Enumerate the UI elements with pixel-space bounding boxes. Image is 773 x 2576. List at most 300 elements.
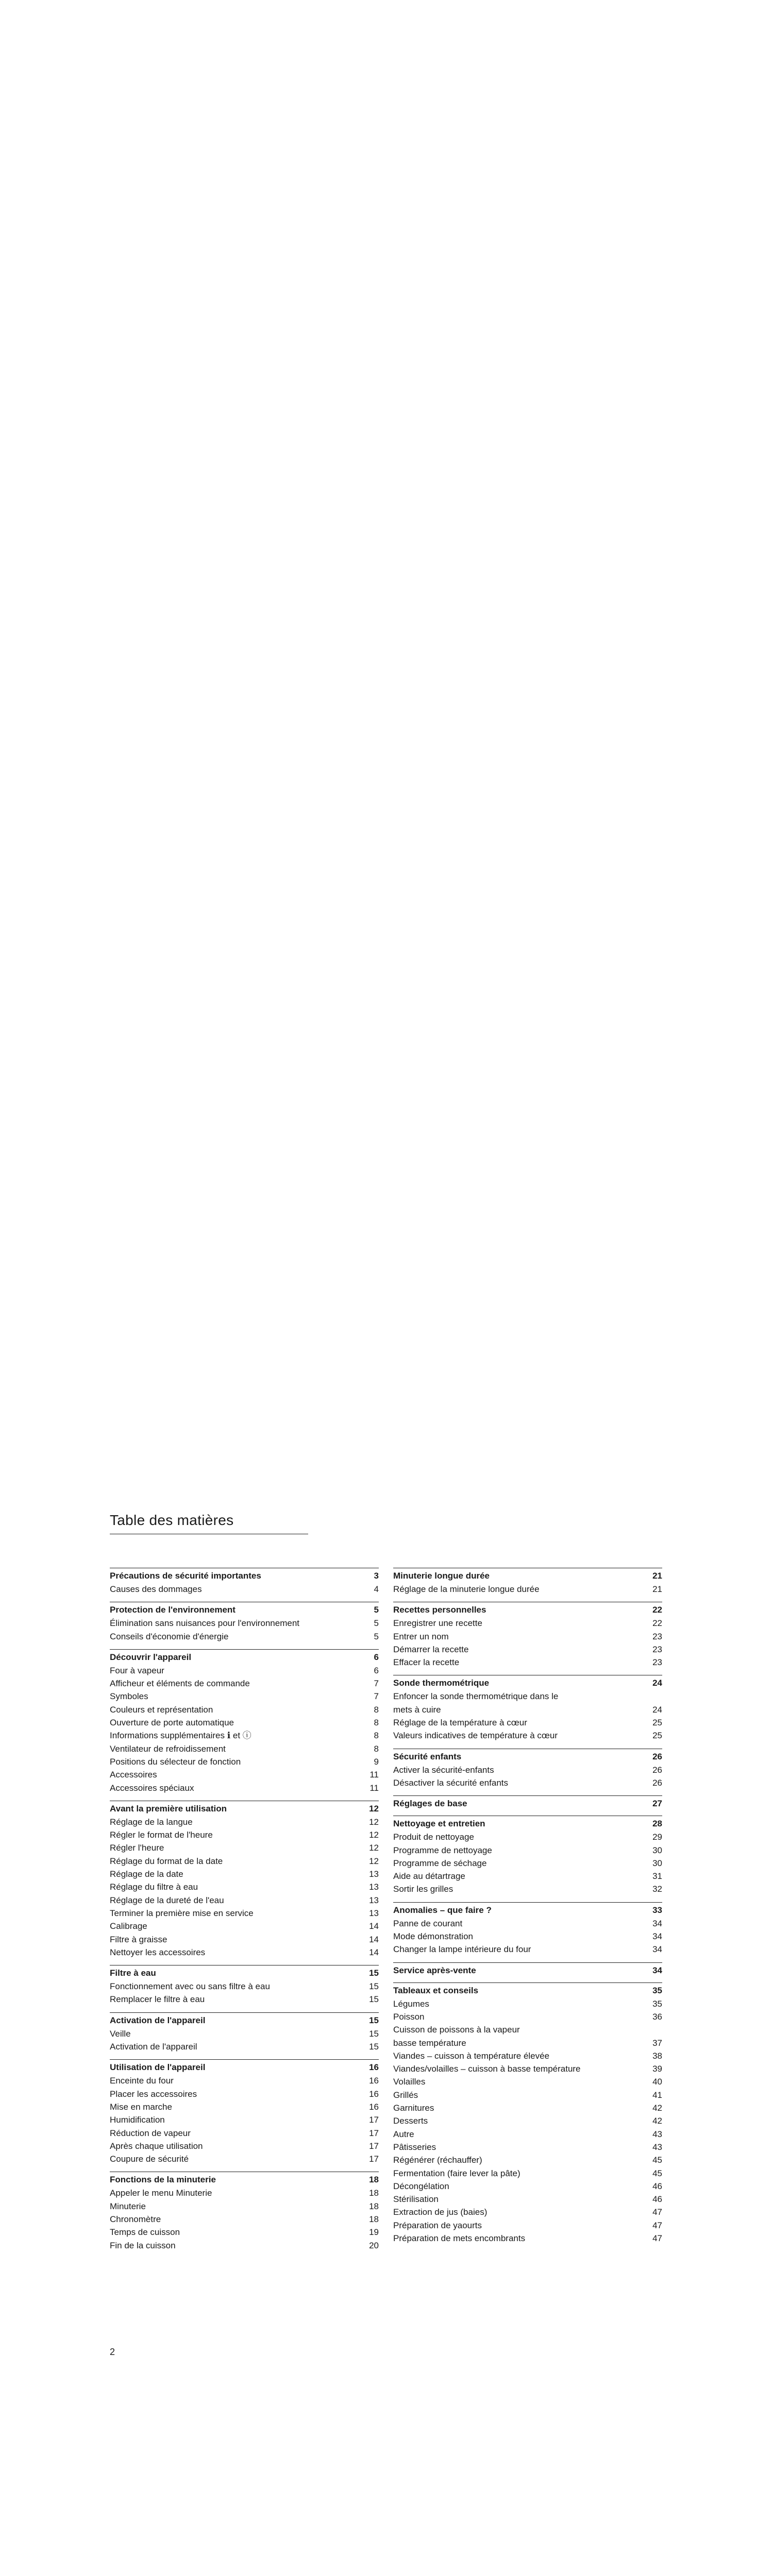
toc-section-title: Précautions de sécurité importantes — [110, 1571, 261, 1581]
toc-section-page: 3 — [374, 1571, 379, 1581]
toc-entry-text: Appeler le menu Minuterie — [110, 2188, 212, 2198]
toc-entry[interactable] — [110, 1880, 379, 1893]
toc-entry-text: Réglage du filtre à eau — [110, 1882, 198, 1892]
toc-entry[interactable] — [393, 2114, 662, 2127]
toc-entry-page: 45 — [652, 2155, 662, 2165]
toc-entry-page: 37 — [652, 2038, 662, 2048]
toc-entry-text: Autre — [393, 2129, 414, 2139]
toc-section — [110, 1649, 379, 1794]
toc-section-page: 28 — [652, 1819, 662, 1829]
toc-section-title: Avant la première utilisation — [110, 1803, 227, 1814]
toc-section-heading[interactable] — [110, 1602, 379, 1616]
toc-section-title: Anomalies – que faire ? — [393, 1905, 492, 1915]
toc-section-heading[interactable] — [393, 1982, 662, 1996]
toc-entry-page: 17 — [369, 2128, 379, 2138]
toc-entry[interactable] — [110, 1677, 379, 1690]
toc-entry[interactable] — [393, 1583, 662, 1596]
toc-entry-text: Stérilisation — [393, 2194, 439, 2205]
toc-entry-text: Enfoncer la sonde thermométrique dans le — [393, 1691, 559, 1702]
toc-entry-page: 30 — [652, 1858, 662, 1868]
toc-entry-text: Réglage de la température à cœur — [393, 1718, 527, 1728]
toc-entry-page: 6 — [374, 1665, 379, 1675]
toc-entry-page: 32 — [652, 1884, 662, 1894]
toc-entry[interactable] — [393, 2037, 662, 2049]
toc-entry-page: 16 — [369, 2102, 379, 2112]
toc-entry-text: Fermentation (faire lever la pâte) — [393, 2168, 520, 2178]
toc-entry-page: 36 — [652, 2011, 662, 2022]
toc-entry-text: Temps de cuisson — [110, 2227, 180, 2238]
toc-entry[interactable] — [393, 2193, 662, 2206]
toc-entry-text: Symboles — [110, 1691, 148, 1702]
toc-entry-page: 43 — [652, 2142, 662, 2152]
toc-entry-page: 41 — [652, 2090, 662, 2100]
toc-section — [393, 1982, 662, 2245]
toc-entry-page: 26 — [652, 1765, 662, 1775]
toc-entry[interactable] — [110, 2074, 379, 2087]
toc-section-heading[interactable] — [110, 2059, 379, 2073]
toc-entry-text: Activation de l'appareil — [110, 2042, 197, 2052]
toc-entry[interactable] — [110, 1768, 379, 1781]
toc-entry-text: Garnitures — [393, 2103, 434, 2113]
toc-entry-page: 8 — [374, 1718, 379, 1728]
toc-entry-page: 21 — [652, 1584, 662, 1594]
toc-entry-page: 16 — [369, 2076, 379, 2086]
toc-section-page: 35 — [652, 1985, 662, 1995]
toc-entry-page: 11 — [369, 1783, 379, 1793]
toc-entry-page — [648, 2023, 662, 2036]
toc-entry-text: Réglage de la minuterie longue durée — [393, 1584, 540, 1594]
toc-entry-text: Viandes – cuisson à température élevée — [393, 2050, 550, 2061]
toc-entry-page: 47 — [652, 2233, 662, 2243]
toc-entry-text: Informations supplémentaires ℹ et ⓘ — [110, 1731, 251, 1741]
toc-section-page: 34 — [652, 1965, 662, 1975]
toc-section-page: 12 — [369, 1803, 379, 1814]
toc-entry[interactable] — [393, 2232, 662, 2245]
toc-entry-page: 9 — [374, 1756, 379, 1767]
toc-section-heading[interactable] — [393, 1902, 662, 1916]
toc-entry[interactable] — [393, 1690, 662, 1703]
toc-entry-text: Extraction de jus (baies) — [393, 2207, 488, 2217]
toc-entry-page: 45 — [652, 2168, 662, 2178]
toc-section-page: 26 — [652, 1751, 662, 1761]
toc-section-page: 15 — [369, 1968, 379, 1978]
toc-entry-page: 8 — [374, 1704, 379, 1715]
toc-entry[interactable] — [110, 2239, 379, 2252]
toc-section-title: Nettoyage et entretien — [393, 1819, 485, 1829]
toc-entry-text: Volailles — [393, 2077, 426, 2087]
toc-entry[interactable] — [393, 2062, 662, 2075]
toc-entry[interactable] — [110, 1742, 379, 1755]
toc-entry[interactable] — [110, 2140, 379, 2153]
toc-entry[interactable] — [110, 1980, 379, 1993]
toc-entry-text: Poisson — [393, 2011, 425, 2022]
toc-entry-text: Réduction de vapeur — [110, 2128, 191, 2138]
toc-section-title: Protection de l'environnement — [110, 1605, 236, 1615]
toc-section-page: 33 — [652, 1905, 662, 1915]
toc-section-heading[interactable] — [393, 1795, 662, 1809]
toc-section-page: 15 — [369, 2015, 379, 2025]
toc-section — [110, 2012, 379, 2054]
toc-entry[interactable] — [110, 1716, 379, 1729]
toc-entry[interactable] — [110, 2100, 379, 2113]
toc-section-title: Tableaux et conseils — [393, 1985, 479, 1995]
toc-section-heading[interactable] — [393, 1568, 662, 1582]
toc-entry[interactable] — [110, 2153, 379, 2165]
toc-entry-page: 12 — [369, 1856, 379, 1866]
toc-entry-page: 20 — [369, 2240, 379, 2250]
toc-section-page: 21 — [652, 1571, 662, 1581]
toc-entry-text: Coupure de sécurité — [110, 2154, 189, 2164]
toc-entry-page: 13 — [369, 1895, 379, 1905]
toc-entry-text: Accessoires spéciaux — [110, 1783, 194, 1793]
toc-entry[interactable] — [393, 2075, 662, 2088]
toc-entry[interactable] — [393, 1883, 662, 1895]
toc-entry[interactable] — [110, 2213, 379, 2226]
toc-entry-text: Désactiver la sécurité enfants — [393, 1777, 508, 1788]
toc-section-heading[interactable] — [110, 1965, 379, 1979]
toc-entry[interactable] — [393, 1943, 662, 1956]
toc-entry[interactable] — [393, 2102, 662, 2114]
toc-section — [110, 2059, 379, 2165]
toc-section-heading[interactable] — [393, 1962, 662, 1976]
toc-entry-page: 25 — [652, 1718, 662, 1728]
toc-section — [393, 1962, 662, 1976]
toc-entry-page — [648, 1690, 662, 1703]
toc-entry[interactable] — [393, 1844, 662, 1857]
toc-entry-page: 14 — [369, 1921, 379, 1931]
toc-entry-text: Panne de courant — [393, 1918, 463, 1928]
toc-entry-page: 18 — [369, 2201, 379, 2211]
toc-entry-page: 14 — [369, 1934, 379, 1944]
toc-section — [110, 1801, 379, 1959]
toc-entry-text: Minuterie — [110, 2201, 146, 2211]
toc-entry[interactable] — [393, 2219, 662, 2232]
toc-entry-text: Chronomètre — [110, 2214, 161, 2224]
toc-entry-text: Remplacer le filtre à eau — [110, 1994, 205, 2005]
toc-section-title: Minuterie longue durée — [393, 1571, 490, 1581]
toc-entry-text: Programme de nettoyage — [393, 1845, 492, 1855]
toc-entry-page: 13 — [369, 1869, 379, 1879]
toc-entry-page: 46 — [652, 2194, 662, 2205]
toc-entry-text: Ouverture de porte automatique — [110, 1718, 234, 1728]
toc-entry-page: 39 — [652, 2064, 662, 2074]
toc-entry[interactable] — [393, 1656, 662, 1669]
toc-entry-page: 40 — [652, 2077, 662, 2087]
toc-entry-text: Valeurs indicatives de température à cœur — [393, 1731, 558, 1741]
toc-entry-text: Réglage de la date — [110, 1869, 183, 1879]
toc-entry-text: Grillés — [393, 2090, 418, 2100]
toc-entry-text: Après chaque utilisation — [110, 2141, 203, 2151]
toc-entry-text: Causes des dommages — [110, 1584, 202, 1594]
toc-entry[interactable] — [393, 2206, 662, 2218]
toc-entry-page: 18 — [369, 2188, 379, 2198]
toc-section-heading[interactable] — [393, 1749, 662, 1762]
toc-entry-text: Changer la lampe intérieure du four — [393, 1944, 531, 1955]
toc-entry-page: 43 — [652, 2129, 662, 2139]
toc-section-heading[interactable] — [110, 1649, 379, 1663]
toc-section-title: Recettes personnelles — [393, 1605, 486, 1615]
toc-section-heading[interactable] — [393, 1602, 662, 1616]
toc-entry-page: 7 — [374, 1679, 379, 1689]
toc-entry-text: Produit de nettoyage — [393, 1832, 474, 1842]
toc-entry-text: mets à cuire — [393, 1704, 441, 1715]
toc-entry-text: Réglage de la langue — [110, 1817, 193, 1827]
toc-entry-page: 7 — [374, 1691, 379, 1702]
page-title: Table des matières — [110, 1512, 234, 1528]
toc-entry[interactable] — [110, 1828, 379, 1841]
toc-entry[interactable] — [393, 2167, 662, 2180]
toc-entry[interactable] — [393, 1729, 662, 1742]
toc-entry-text: Terminer la première mise en service — [110, 1908, 254, 1918]
toc-entry[interactable] — [110, 1993, 379, 2006]
toc-entry-page: 12 — [369, 1817, 379, 1827]
toc-entry[interactable] — [110, 2187, 379, 2199]
toc-column-right — [393, 1568, 662, 2251]
toc-entry-text: Accessoires — [110, 1770, 157, 1780]
toc-entry[interactable] — [110, 1729, 379, 1742]
toc-section-page: 24 — [652, 1678, 662, 1688]
toc-entry-page: 23 — [652, 1657, 662, 1668]
toc-entry-text: Régénérer (réchauffer) — [393, 2155, 482, 2165]
toc-section-heading[interactable] — [110, 2012, 379, 2026]
toc-entry-text: Régler le format de l'heure — [110, 1830, 213, 1840]
toc-entry-text: Conseils d'économie d'énergie — [110, 1631, 229, 1641]
toc-entry-page: 15 — [369, 2028, 379, 2039]
toc-entry-page: 5 — [374, 1618, 379, 1629]
toc-entry-page: 38 — [652, 2050, 662, 2061]
toc-section-heading[interactable] — [393, 1675, 662, 1689]
toc-entry[interactable] — [110, 2040, 379, 2053]
toc-entry-page: 18 — [369, 2214, 379, 2224]
page-number: 2 — [110, 2347, 115, 2357]
toc-entry[interactable] — [110, 1617, 379, 1630]
toc-section-title: Sonde thermométrique — [393, 1678, 490, 1688]
toc-entry-text: Cuisson de poissons à la vapeur — [393, 2025, 520, 2035]
toc-entry[interactable] — [393, 2049, 662, 2062]
toc-entry[interactable] — [110, 1703, 379, 1716]
toc-section-heading[interactable] — [110, 2172, 379, 2185]
toc-entry-page: 23 — [652, 1644, 662, 1654]
toc-entry[interactable] — [110, 1690, 379, 1703]
toc-entry-page: 14 — [369, 1947, 379, 1957]
toc-entry[interactable] — [393, 1617, 662, 1630]
toc-entry[interactable] — [393, 1917, 662, 1930]
toc-section — [393, 1568, 662, 1596]
toc-section — [110, 2172, 379, 2251]
toc-section — [393, 1675, 662, 1742]
toc-entry[interactable] — [110, 2027, 379, 2040]
toc-entry-page: 29 — [652, 1832, 662, 1842]
toc-entry-text: Réglage de la dureté de l'eau — [110, 1895, 224, 1905]
toc-entry[interactable] — [110, 1664, 379, 1677]
toc-entry[interactable] — [393, 2180, 662, 2193]
toc-entry-text: Enregistrer une recette — [393, 1618, 482, 1629]
toc-entry-page: 16 — [369, 2089, 379, 2099]
toc-entry-page: 24 — [652, 1704, 662, 1715]
toc-entry[interactable] — [393, 1764, 662, 1776]
page-title-block — [110, 1512, 308, 1534]
toc-entry-page: 15 — [369, 2042, 379, 2052]
toc-entry-page: 17 — [369, 2141, 379, 2151]
toc-entry[interactable] — [393, 1831, 662, 1843]
toc-entry-page: 17 — [369, 2115, 379, 2125]
toc-entry-text: Démarrer la recette — [393, 1644, 469, 1654]
toc-entry[interactable] — [393, 2010, 662, 2023]
toc-entry-page: 47 — [652, 2220, 662, 2230]
toc-entry[interactable] — [393, 1997, 662, 2010]
toc-entry-text: Mode démonstration — [393, 1931, 473, 1942]
toc-entry[interactable] — [110, 1816, 379, 1828]
toc-entry[interactable] — [110, 1907, 379, 1920]
toc-entry[interactable] — [393, 1930, 662, 1943]
toc-entry-page: 8 — [374, 1731, 379, 1741]
toc-entry[interactable] — [110, 1933, 379, 1946]
toc-entry[interactable] — [110, 1755, 379, 1768]
toc-entry-text: Enceinte du four — [110, 2076, 174, 2086]
toc-section-heading[interactable] — [110, 1801, 379, 1815]
toc-entry[interactable] — [110, 1630, 379, 1643]
toc-section-heading[interactable] — [393, 1816, 662, 1829]
toc-entry[interactable] — [110, 2113, 379, 2126]
toc-section — [393, 1602, 662, 1669]
toc-entry-page: 30 — [652, 1845, 662, 1855]
toc-entry-text: Mise en marche — [110, 2102, 172, 2112]
toc-section-title: Utilisation de l'appareil — [110, 2062, 206, 2073]
toc-entry-page: 12 — [369, 1830, 379, 1840]
toc-entry-page: 42 — [652, 2103, 662, 2113]
toc-entry[interactable] — [110, 1868, 379, 1880]
toc-entry[interactable] — [110, 1855, 379, 1868]
toc-entry[interactable] — [110, 2200, 379, 2213]
toc-entry[interactable] — [110, 1894, 379, 1907]
toc-entry-page: 42 — [652, 2116, 662, 2126]
toc-section-page: 22 — [652, 1605, 662, 1615]
toc-entry-text: Préparation de mets encombrants — [393, 2233, 526, 2243]
toc-entry[interactable] — [110, 2127, 379, 2140]
toc-entry[interactable] — [393, 1870, 662, 1883]
toc-entry-text: Ventilateur de refroidissement — [110, 1743, 226, 1754]
toc-section — [393, 1816, 662, 1895]
toc-section-title: Filtre à eau — [110, 1968, 156, 1978]
toc-entry-page: 13 — [369, 1882, 379, 1892]
toc-entry-page: 26 — [652, 1777, 662, 1788]
toc-section — [393, 1902, 662, 1956]
toc-section — [110, 1602, 379, 1643]
toc-section-page: 16 — [369, 2062, 379, 2073]
toc-entry[interactable] — [393, 2128, 662, 2141]
toc-entry-page: 15 — [369, 1994, 379, 2005]
toc-entry-text: Couleurs et représentation — [110, 1704, 213, 1715]
toc-entry-text: Aide au détartrage — [393, 1871, 465, 1882]
toc-entry-page: 19 — [369, 2227, 379, 2238]
toc-entry-page: 12 — [369, 1843, 379, 1853]
toc-entry-text: Fin de la cuisson — [110, 2240, 176, 2250]
toc-entry-text: Viandes/volailles – cuisson à basse température — [393, 2064, 581, 2074]
toc-entry-text: Filtre à graisse — [110, 1934, 167, 1944]
toc-entry-text: Activer la sécurité-enfants — [393, 1765, 494, 1775]
toc-entry[interactable] — [110, 2226, 379, 2239]
toc-entry-text: Décongélation — [393, 2181, 449, 2191]
toc-entry-text: basse température — [393, 2038, 466, 2048]
toc-entry[interactable] — [110, 1946, 379, 1959]
toc-entry[interactable] — [110, 1782, 379, 1794]
toc-entry-text: Préparation de yaourts — [393, 2220, 482, 2230]
toc-entry[interactable] — [110, 1841, 379, 1854]
toc-section-page: 5 — [374, 1605, 379, 1615]
toc-section — [393, 1795, 662, 1809]
toc-entry-page: 34 — [652, 1944, 662, 1955]
toc-entry-text: Fonctionnement avec ou sans filtre à eau — [110, 1981, 270, 1992]
toc-entry-text: Effacer la recette — [393, 1657, 460, 1668]
toc-entry-text: Afficheur et éléments de commande — [110, 1679, 250, 1689]
toc-entry-page: 23 — [652, 1631, 662, 1641]
toc-section-title: Activation de l'appareil — [110, 2015, 206, 2025]
toc-entry-text: Placer les accessoires — [110, 2089, 197, 2099]
toc-entry[interactable] — [393, 2141, 662, 2154]
toc-entry-text: Nettoyer les accessoires — [110, 1947, 206, 1957]
toc-entry-text: Programme de séchage — [393, 1858, 487, 1868]
toc-entry[interactable] — [110, 2088, 379, 2100]
toc-section-title: Sécurité enfants — [393, 1751, 462, 1761]
toc-section-heading[interactable] — [110, 1568, 379, 1582]
toc-entry-text: Élimination sans nuisances pour l'environnement — [110, 1618, 300, 1629]
toc-section — [110, 1568, 379, 1596]
toc-entry-page: 13 — [369, 1908, 379, 1918]
toc-entry[interactable] — [393, 1630, 662, 1643]
toc-section-title: Découvrir l'appareil — [110, 1652, 192, 1662]
toc-entry-text: Humidification — [110, 2115, 165, 2125]
toc-entry-text: Sortir les grilles — [393, 1884, 453, 1894]
toc-entry-page: 11 — [369, 1770, 379, 1780]
toc-entry-text: Régler l'heure — [110, 1843, 164, 1853]
toc-entry[interactable] — [393, 1857, 662, 1870]
toc-entry-page: 46 — [652, 2181, 662, 2191]
toc-entry-page: 15 — [369, 1981, 379, 1992]
toc-entry[interactable] — [110, 1920, 379, 1933]
toc-section-title: Fonctions de la minuterie — [110, 2175, 216, 2185]
toc-entry-text: Légumes — [393, 1998, 429, 2009]
toc-section — [393, 1749, 662, 1790]
toc-entry-page: 34 — [652, 1931, 662, 1942]
toc-entry-text: Desserts — [393, 2116, 428, 2126]
toc-entry-text: Calibrage — [110, 1921, 147, 1931]
toc-entry-page: 47 — [652, 2207, 662, 2217]
toc-entry-text: Entrer un nom — [393, 1631, 449, 1641]
toc-section-title: Réglages de base — [393, 1799, 467, 1809]
toc-entry[interactable] — [393, 1716, 662, 1729]
toc-entry-text: Four à vapeur — [110, 1665, 164, 1675]
toc-entry-page: 5 — [374, 1631, 379, 1641]
toc-section — [110, 1965, 379, 2006]
toc-entry[interactable] — [393, 2023, 662, 2036]
toc-entry-page: 8 — [374, 1743, 379, 1754]
toc-section-title: Service après-vente — [393, 1965, 476, 1975]
toc-entry-page: 4 — [374, 1584, 379, 1594]
toc-entry[interactable] — [393, 2154, 662, 2166]
toc-entry[interactable] — [110, 1583, 379, 1596]
toc-entry[interactable] — [393, 1703, 662, 1716]
toc-entry-text: Veille — [110, 2028, 131, 2039]
toc-entry-page: 17 — [369, 2154, 379, 2164]
toc-section-page: 18 — [369, 2175, 379, 2185]
toc-section-page: 6 — [374, 1652, 379, 1662]
toc-entry-text: Pâtisseries — [393, 2142, 436, 2152]
toc-entry[interactable] — [393, 2089, 662, 2102]
toc-entry[interactable] — [393, 1776, 662, 1789]
toc-column-left — [110, 1568, 379, 2258]
toc-entry-page: 34 — [652, 1918, 662, 1928]
toc-entry[interactable] — [393, 1643, 662, 1656]
